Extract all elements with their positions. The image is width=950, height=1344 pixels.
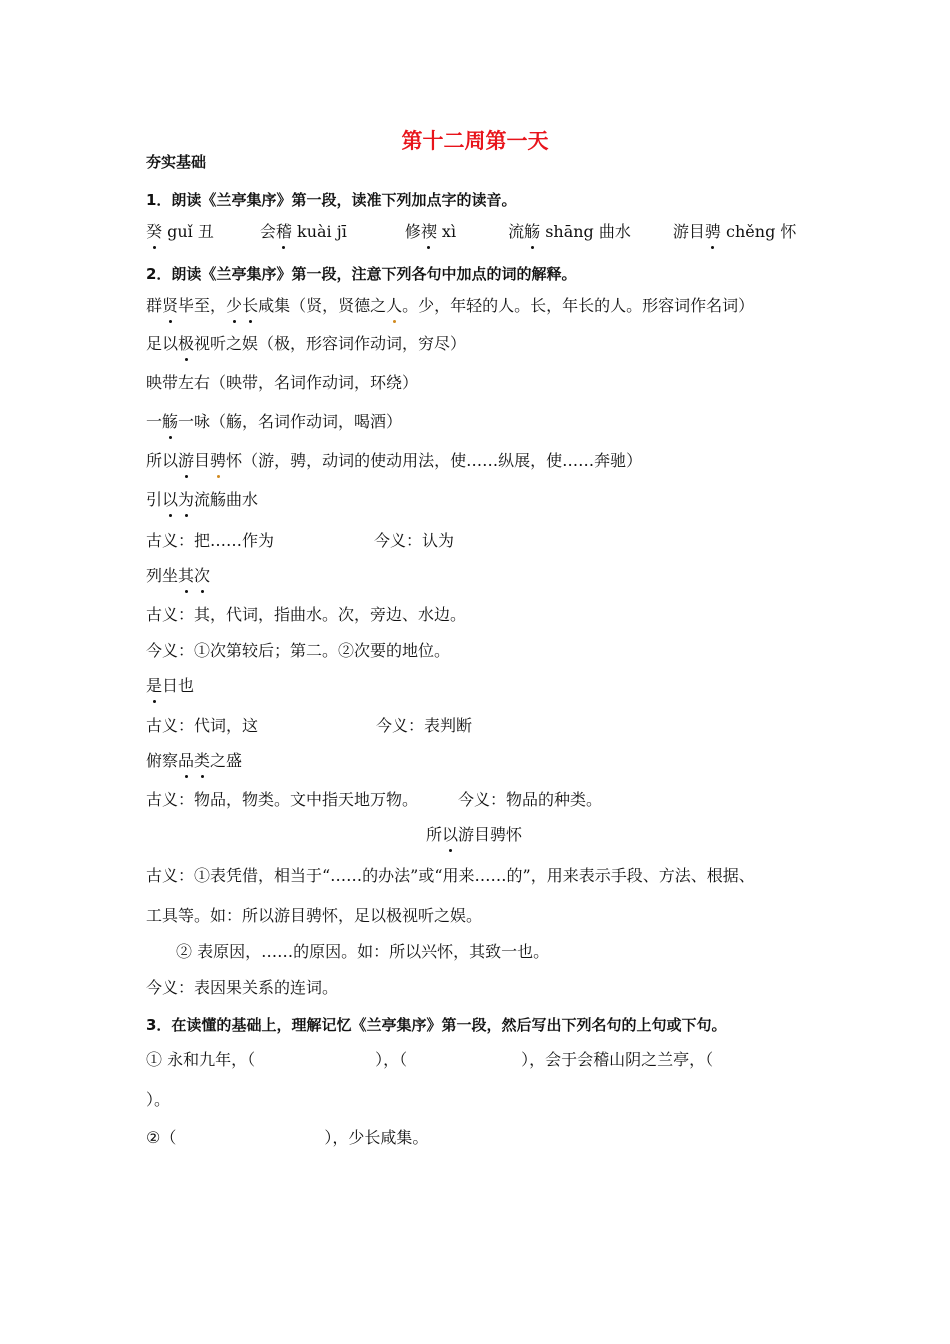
q2-line-5: 所以游目骋怀（游，骋，动词的使动用法，使……纵展，使……奔驰） bbox=[146, 451, 643, 470]
q2-line-18: ② 表原因，……的原因。如：所以兴怀，其致一也。 bbox=[176, 942, 550, 961]
q2-line-17: 工具等。如：所以游目骋怀，足以极视听之娱。 bbox=[146, 906, 483, 925]
q3-line-3: ②（ ），少长咸集。 bbox=[146, 1128, 429, 1147]
q2-line-1: 群贤毕至，少长咸集（贤，贤德之人。少，年轻的人。长，年长的人。形容词作名词） bbox=[146, 296, 755, 315]
q1-item: 游目骋 chěng 怀 bbox=[672, 222, 797, 241]
q1-item: 流觞 shāng 曲水 bbox=[508, 222, 631, 241]
q2-line-13: 俯察品类之盛 bbox=[146, 751, 243, 770]
q3-line-1: ① 永和九年，（ ），（ ），会于会稽山阴之兰亭，（ bbox=[146, 1050, 714, 1069]
q2-line-19: 今义：表因果关系的连词。 bbox=[146, 978, 339, 997]
q1-item: 修禊 xì bbox=[404, 222, 457, 241]
section-heading: 夯实基础 bbox=[146, 153, 207, 171]
q2-line-12: 古义：代词，这 今义：表判断 bbox=[146, 716, 473, 735]
q2-line-10: 今义：①次第较后；第二。②次要的地位。 bbox=[146, 641, 451, 660]
q1-item: 会稽 kuài jī bbox=[259, 222, 347, 241]
q2-line-15: 所以游目骋怀 bbox=[426, 825, 523, 844]
question-1-heading: 1．朗读《兰亭集序》第一段，读准下列加点字的读音。 bbox=[146, 191, 517, 209]
q1-item: 癸 guǐ 丑 bbox=[146, 222, 214, 241]
q2-line-2: 足以极视听之娱（极，形容词作动词，穷尽） bbox=[146, 334, 467, 353]
question-2-heading: 2．朗读《兰亭集序》第一段，注意下列各句中加点的词的解释。 bbox=[146, 265, 577, 283]
q2-line-4: 一觞一咏（觞，名词作动词，喝酒） bbox=[146, 412, 403, 431]
q2-line-16: 古义：①表凭借，相当于“……的办法”或“用来……的”，用来表示手段、方法、根据、 bbox=[146, 866, 755, 885]
q2-line-7: 古义：把……作为 今义：认为 bbox=[146, 531, 455, 550]
q2-line-8: 列坐其次 bbox=[146, 566, 211, 585]
page-title: 第十二周第一天 bbox=[401, 129, 549, 153]
q1-items-row bbox=[146, 222, 796, 242]
q2-line-14: 古义：物品，物类。文中指天地万物。 今义：物品的种类。 bbox=[146, 790, 603, 809]
question-3-heading: 3．在读懂的基础上，理解记忆《兰亭集序》第一段，然后写出下列名句的上句或下句。 bbox=[146, 1016, 727, 1034]
q2-line-3: 映带左右（映带，名词作动词，环绕） bbox=[146, 373, 419, 392]
q2-line-11: 是日也 bbox=[146, 676, 195, 695]
q2-line-6: 引以为流觞曲水 bbox=[146, 490, 259, 509]
q3-line-2: ）。 bbox=[146, 1090, 171, 1109]
q2-line-9: 古义：其，代词，指曲水。次，旁边、水边。 bbox=[146, 605, 467, 624]
